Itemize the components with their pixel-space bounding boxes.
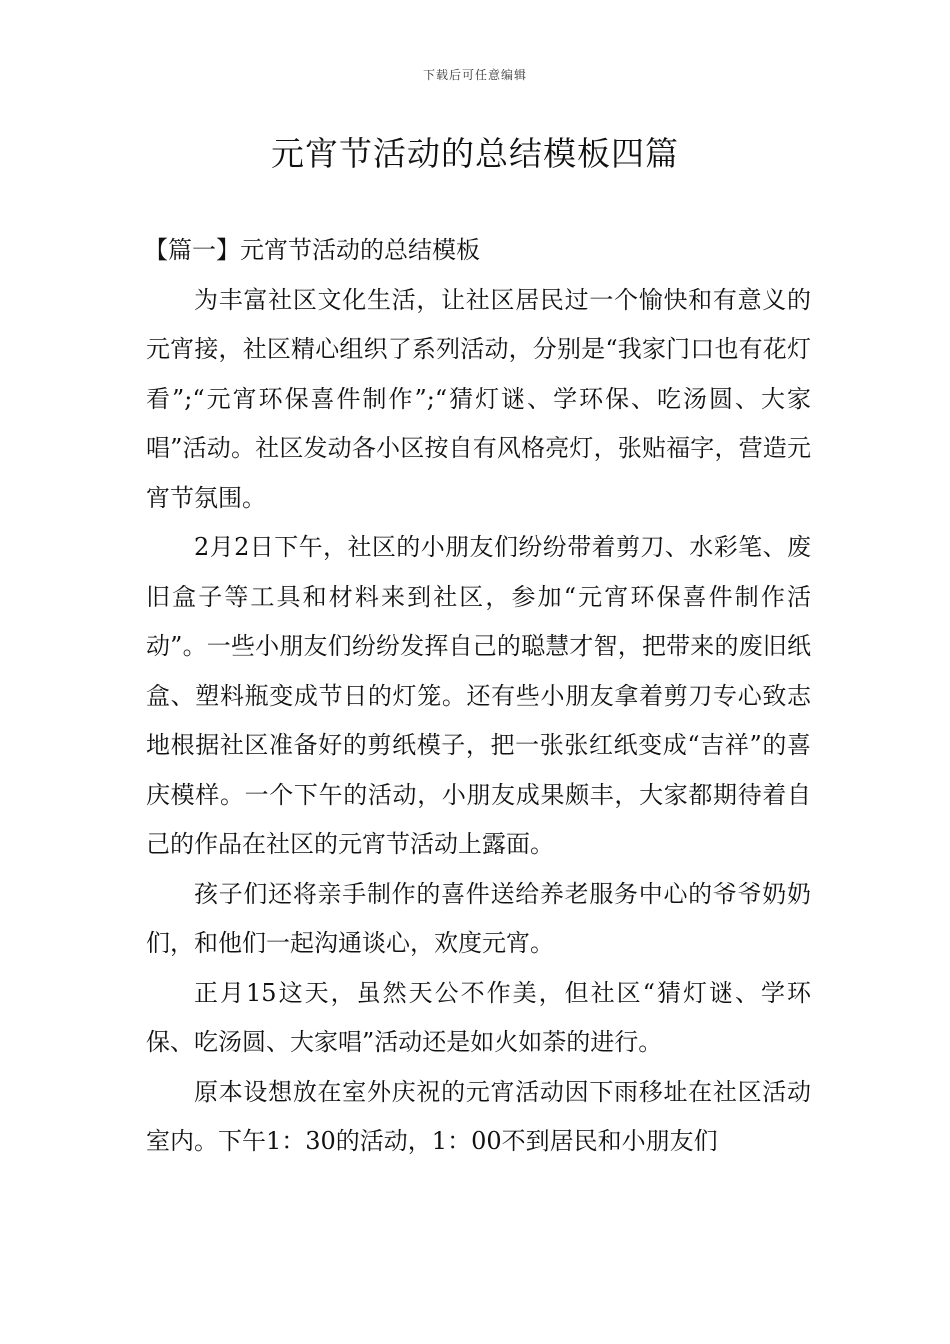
document-body	[146, 226, 811, 1167]
paragraph-4: 正月15这天，虽然天公不作美，但社区“猜灯谜、学环保、吃汤圆、大家唱”活动还是如火如荼的进行。	[146, 978, 811, 1056]
paragraph-1: 为丰富社区文化生活，让社区居民过一个愉快和有意义的元宵接，社区精心组织了系列活动，分别是“我家门口也有花灯看”;“元宵环保喜件制作”;“猜灯谜、学环保、吃汤圆、大家唱”活动。社区发动各小区按自有风格亮灯，张贴福字，营造元宵节氛围。	[146, 285, 811, 512]
header-note: 下载后可任意编辑	[422, 68, 527, 82]
paragraph-3: 孩子们还将亲手制作的喜件送给养老服务中心的爷爷奶奶们，和他们一起沟通谈心，欢度元宵。	[146, 879, 811, 957]
section-heading: 【篇一】元宵节活动的总结模板	[144, 236, 480, 264]
paragraph-2: 2月2日下午，社区的小朋友们纷纷带着剪刀、水彩笔、废旧盒子等工具和材料来到社区，参加“元宵环保喜件制作活动”。一些小朋友们纷纷发挥自己的聪慧才智，把带来的废旧纸盒、塑料瓶变成节日的灯笼。还有些小朋友拿着剪刀专心致志地根据社区准备好的剪纸模子，把一张张红纸变成“吉祥”的喜庆模样。一个下午的活动，小朋友成果颇丰，大家都期待着自己的作品在社区的元宵节活动上露面。	[146, 533, 811, 858]
document-title: 元宵节活动的总结模板四篇	[271, 134, 679, 173]
paragraph-5: 原本设想放在室外庆祝的元宵活动因下雨移址在社区活动室内。下午1：30的活动，1：00不到居民和小朋友们	[146, 1077, 811, 1155]
